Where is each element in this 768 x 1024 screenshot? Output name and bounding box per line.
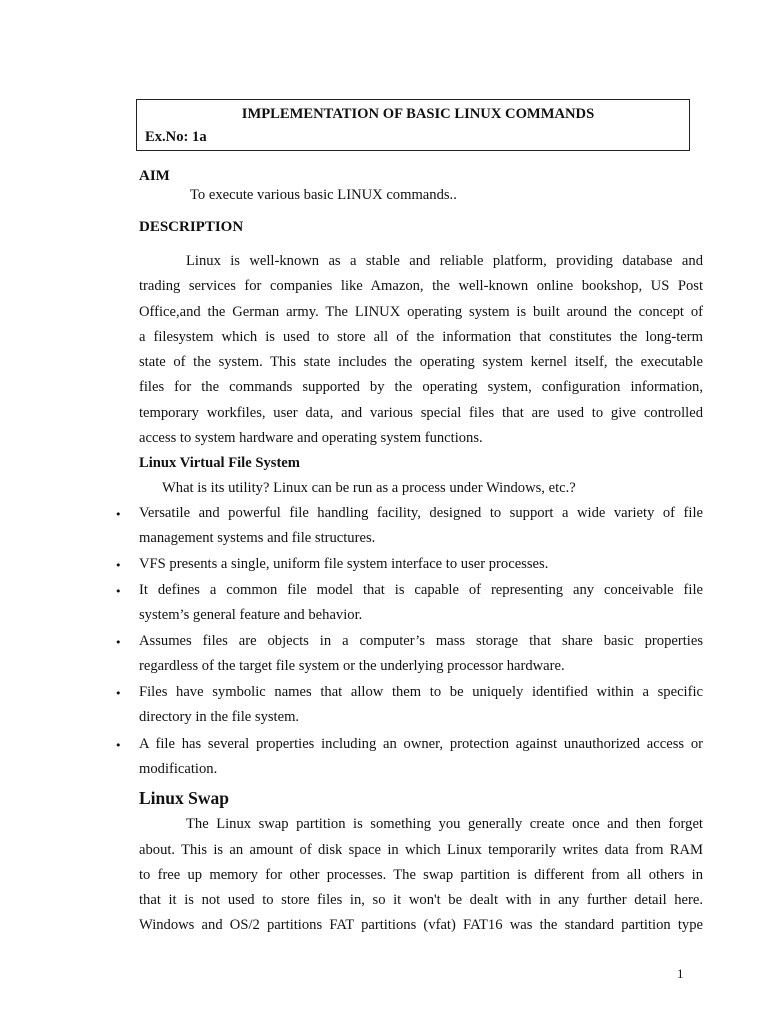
aim-text: To execute various basic LINUX commands.. xyxy=(190,187,457,203)
exercise-number: Ex.No: 1a xyxy=(145,129,207,145)
description-heading: DESCRIPTION xyxy=(139,219,244,235)
swap-line: to free up memory for other processes. The swap partition is different from all others in xyxy=(139,867,703,883)
description-line: Office,and the German army. The LINUX operating system is built around the concept of xyxy=(139,304,703,320)
description-line: access to system hardware and operating system functions. xyxy=(139,430,483,446)
description-line: temporary workfiles, user data, and various special files that are used to give controlled xyxy=(139,405,703,421)
vfs-heading: Linux Virtual File System xyxy=(139,455,300,471)
list-item-line: It defines a common file model that is capable of representing any conceivable file xyxy=(139,582,703,598)
bullet-icon: • xyxy=(115,636,122,649)
list-item-line: management systems and file structures. xyxy=(139,530,376,546)
swap-line: Windows and OS/2 partitions FAT partitions (vfat) FAT16 was the standard partition type xyxy=(139,917,703,933)
list-item-line: regardless of the target file system or the underlying processor hardware. xyxy=(139,658,565,674)
description-line: state of the system. This state includes the operating system kernel itself, the executable xyxy=(139,354,703,370)
list-item-line: modification. xyxy=(139,761,218,777)
list-item-line: Assumes files are objects in a computer’s mass storage that share basic properties xyxy=(139,633,703,649)
description-line: Linux is well-known as a stable and reliable platform, providing database and xyxy=(186,253,703,269)
bullet-icon: • xyxy=(115,508,122,521)
swap-heading: Linux Swap xyxy=(139,788,229,808)
list-item-line: directory in the file system. xyxy=(139,709,300,725)
bullet-icon: • xyxy=(115,687,122,700)
swap-line: The Linux swap partition is something you generally create once and then forget xyxy=(186,816,703,832)
list-item-line: Versatile and powerful file handling facility, designed to support a wide variety of file xyxy=(139,505,703,521)
list-item-line: A file has several properties including an owner, protection against unauthorized access or xyxy=(139,736,703,752)
vfs-intro: What is its utility? Linux can be run as a process under Windows, etc.? xyxy=(162,480,576,496)
page-number: 1 xyxy=(677,966,684,981)
document-title: IMPLEMENTATION OF BASIC LINUX COMMANDS xyxy=(241,106,595,122)
list-item-line: system’s general feature and behavior. xyxy=(139,607,363,623)
description-line: a filesystem which is used to store all of the information that constitutes the long-term xyxy=(139,329,703,345)
aim-heading: AIM xyxy=(139,168,170,184)
bullet-icon: • xyxy=(115,739,122,752)
swap-line: about. This is an amount of disk space in which Linux temporarily writes data from RAM xyxy=(139,842,703,858)
list-item-line: Files have symbolic names that allow them to be uniquely identified within a specific xyxy=(139,684,703,700)
bullet-icon: • xyxy=(115,559,122,572)
swap-line: that it is not used to store files in, so it won't be dealt with in any further detail here. xyxy=(139,892,703,908)
description-line: files for the commands supported by the operating system, configuration information, xyxy=(139,379,703,395)
title-box xyxy=(136,99,690,151)
description-line: trading services for companies like Amazon, the well-known online bookshop, US Post xyxy=(139,278,703,294)
bullet-icon: • xyxy=(115,585,122,598)
list-item-line: VFS presents a single, uniform file system interface to user processes. xyxy=(139,556,549,572)
